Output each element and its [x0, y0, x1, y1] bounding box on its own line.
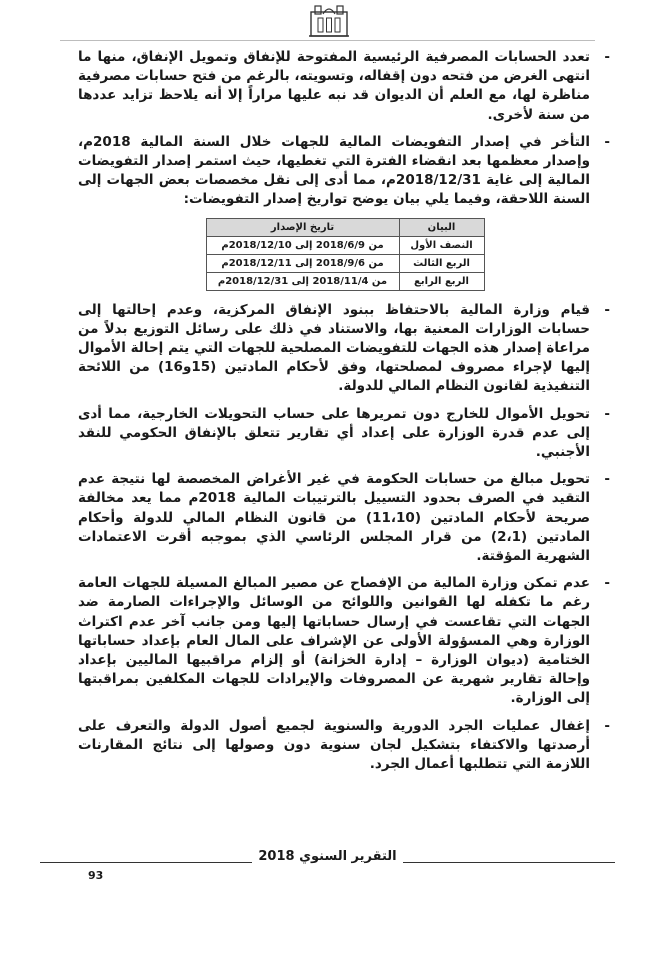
table-row — [206, 272, 484, 290]
authorization-dates-table — [206, 218, 485, 291]
paragraph-disclosure-failure: - عدم تمكن وزارة المالية من الإفصاح عن مصير المبالغ المسيلة للجهات العامة رغم ما تكفله لها القوانين واللوائح من الوسائل والإجراءات الصارمة ضد الجهات التي تقاعست في إرسال حساباتها إليها ومن جانب آخر عدم اكتراث الوزارة وهي المسؤولة الأولى عن الإشراف على المال العام بإعداد حساباتها الختامية (ديوان الوزارة – إدارة الخزانة) أو إلزام مراقبيها الماليين بإعداد وإحالة تقارير شهرية عن المصروفات والإيرادات للجهات المكلفين بمراقبتها إلى الوزارة. — [78, 574, 612, 708]
paragraph-misallocated-funds: - تحويل مبالغ من حسابات الحكومة في غير الأغراض المخصصة لها نتيجة عدم التقيد في الصرف بحدود التسييل بالترتيبات المالية 2018م مما يعد مخالفة صريحة لأحكام المادتين (11،10) من قانون النظام المالي للدولة وأحكام المادتين (2،1) من قرار المجلس الرئاسي الذي بموجبه أقرت الاعتمادات الشهرية المؤقتة. — [78, 470, 612, 566]
table-header-issue-date: تاريخ الإصدار — [206, 218, 399, 236]
table-row — [206, 254, 484, 272]
paragraph-foreign-transfers: - تحويل الأموال للخارج دون تمريرها على حساب التحويلات الخارجية، مما أدى إلى عدم قدرة الوزارة على إعداد أي تقارير تتعلق بالإنفاق الحكومي للنقد الأجنبي. — [78, 405, 612, 463]
table-header-row — [206, 218, 484, 236]
report-body — [78, 48, 612, 782]
paragraph-accounts: - تعدد الحسابات المصرفية الرئيسية المفتوحة للإنفاق وتمويل الإنفاق، منها ما انتهى الغرض من فتحه دون إقفاله، وتسويته، بالرغم من فتح حسابات مصرفية مناظرة لها، مع العلم أن الديوان قد نبه عليها مراراً إلا أنه يلاحظ تزايد عددها من سنة لأخرى. — [78, 48, 612, 125]
audit-bureau-logo-icon — [307, 2, 351, 38]
paragraph-authorizations: - التأخر في إصدار التفويضات المالية للجهات خلال السنة المالية 2018م، وإصدار معظمها بعد انقضاء الفترة التي تغطيها، حيث استمر إصدار التفويضات المالية إلى غاية 2018/12/31م، مما أدى إلى نقل مخصصات بعض الجهات إلى السنة اللاحقة، وفيما يلي بيان يوضح تواريخ إصدار التفويضات: — [78, 133, 612, 210]
table-cell-date-range: من 2018/9/6 إلى 2018/12/11م — [206, 254, 399, 272]
header-divider — [60, 40, 595, 41]
table-header-statement: البيان — [399, 218, 484, 236]
table-cell-period: الربع الرابع — [399, 272, 484, 290]
table-row — [206, 236, 484, 254]
paragraph-central-spending: - قيام وزارة المالية بالاحتفاظ ببنود الإنفاق المركزية، وعدم إحالتها إلى حسابات الوزارات المعنية بها، والاستناد في ذلك على رسائل التوزيع بدلاً من مراعاة إصدار هذه الجهات للتفويضات المصلحية للجهات التي يتم إحالة الأموال إليها لإجراء مصروف لمصلحتها، وفق لأحكام المادتين (15و16) من اللائحة التنفيذية لقانون النظام المالي للدولة. — [78, 301, 612, 397]
paragraph-inventory: - إغفال عمليات الجرد الدورية والسنوية لجميع أصول الدولة والتعرف على أرصدتها والاكتفاء بتشكيل لجان سنوية دون وصولها إلى نتائج المقارنات اللازمة التي تتطلبها أعمال الجرد. — [78, 717, 612, 775]
table-cell-period: النصف الأول — [399, 236, 484, 254]
page-number: 93 — [88, 869, 104, 882]
footer-title: التقرير السنوي 2018 — [252, 849, 402, 864]
table-cell-date-range: من 2018/11/4 إلى 2018/12/31م — [206, 272, 399, 290]
table-cell-date-range: من 2018/6/9 إلى 2018/12/10م — [206, 236, 399, 254]
table-cell-period: الربع الثالث — [399, 254, 484, 272]
footer-title-wrap — [40, 849, 615, 864]
